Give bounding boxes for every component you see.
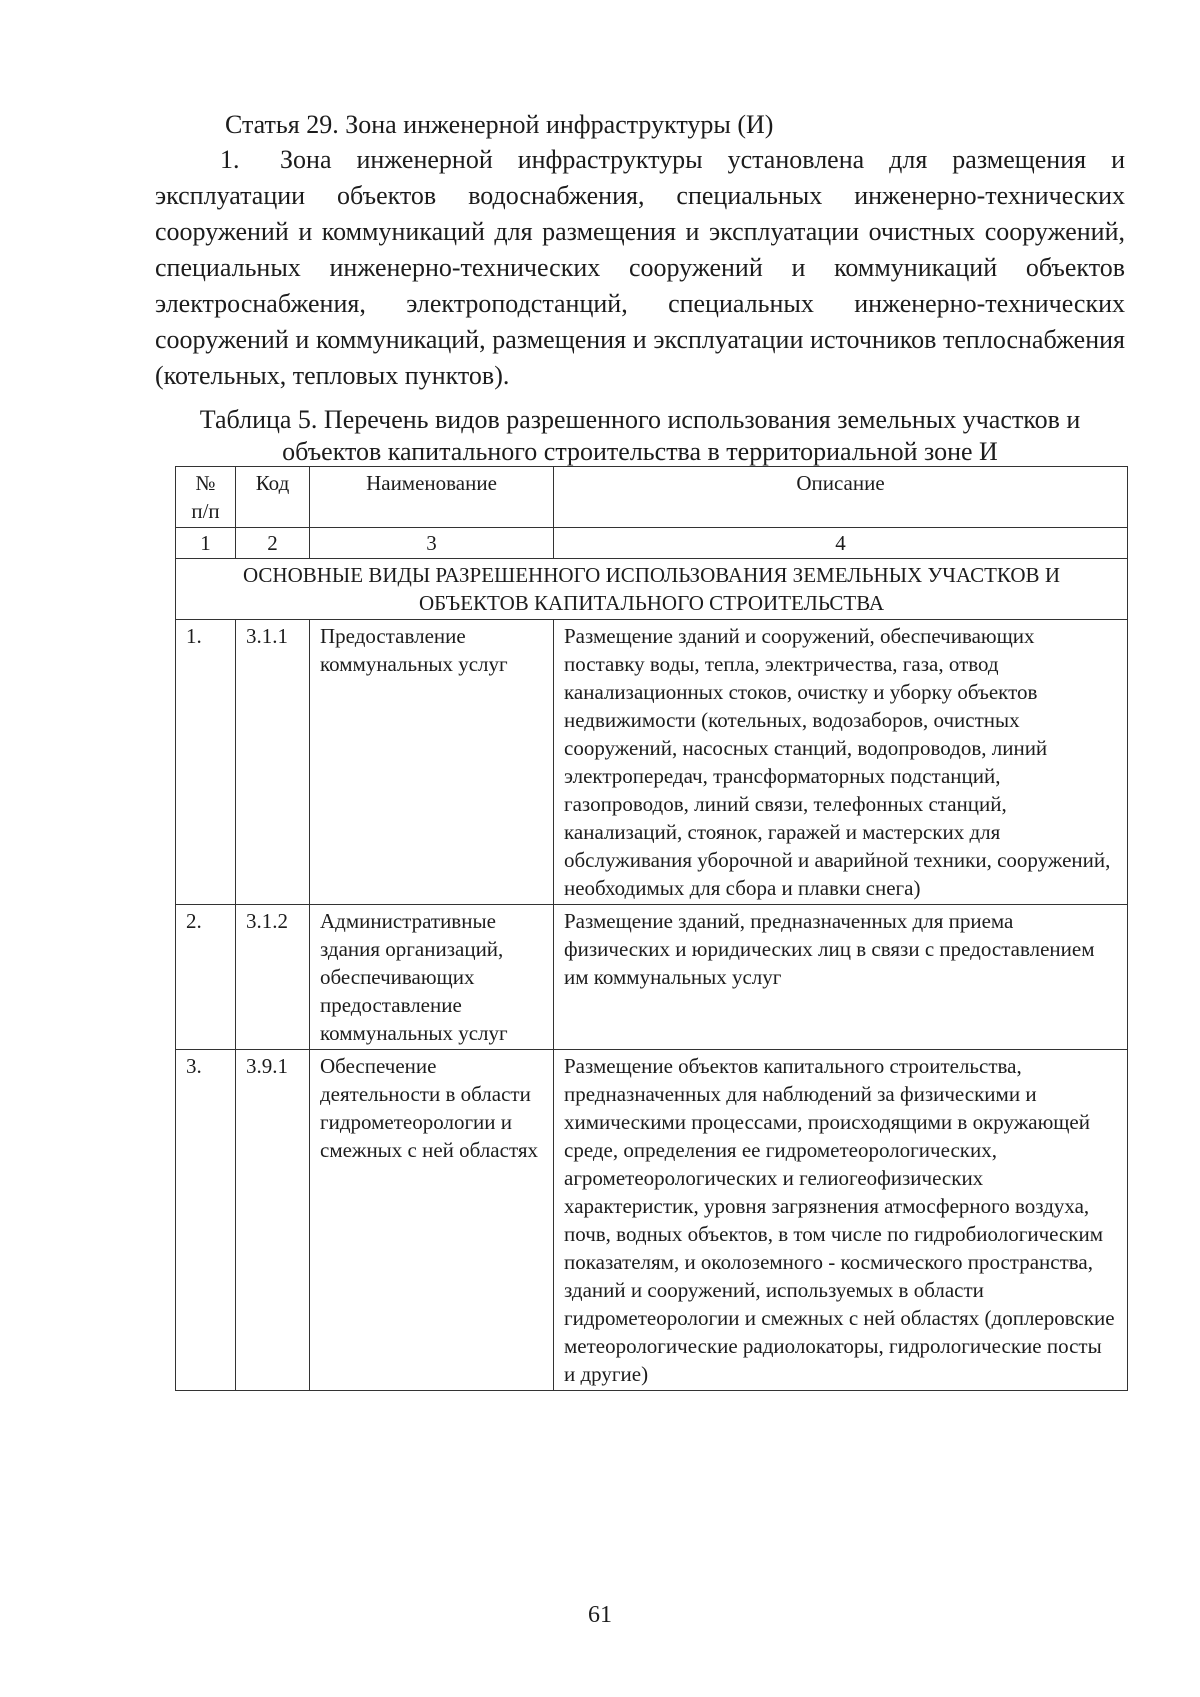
paragraph-number: 1. xyxy=(220,145,240,174)
permitted-use-table xyxy=(175,466,1128,1391)
row-name: Административные здания организаций, обеспечивающих предоставление коммунальных услуг xyxy=(310,905,554,1050)
row-number: 3. xyxy=(176,1050,236,1391)
row-code: 3.1.1 xyxy=(236,620,310,905)
table-row xyxy=(176,620,1128,905)
table-header-row xyxy=(176,467,1128,528)
column-index: 1 xyxy=(176,528,236,559)
table-row xyxy=(176,1050,1128,1391)
article-paragraph xyxy=(155,142,1125,394)
page-number: 61 xyxy=(588,1602,612,1628)
header-description: Описание xyxy=(554,467,1128,528)
row-description: Размещение зданий и сооружений, обеспечивающих поставку воды, тепла, электричества, газа, отвод канализационных стоков, очистку и уборку объектов недвижимости (котельных, водозаборов, очистных сооружений, насосных станций, водопроводов, линий электропередач, трансформаторных подстанций, газопроводов, линий связи, телефонных станций, канализаций, стоянок, гаражей и мастерских для обслуживания уборочной и аварийной техники, сооружений, необходимых для сбора и плавки снега) xyxy=(554,620,1128,905)
row-name: Обеспечение деятельности в области гидрометеорологии и смежных с ней областях xyxy=(310,1050,554,1391)
header-number: № п/п xyxy=(176,467,236,528)
article-title: Статья 29. Зона инженерной инфраструктуры (И) xyxy=(225,110,774,139)
column-index-row xyxy=(176,528,1128,559)
row-code: 3.1.2 xyxy=(236,905,310,1050)
row-number: 2. xyxy=(176,905,236,1050)
row-code: 3.9.1 xyxy=(236,1050,310,1391)
section-title: ОСНОВНЫЕ ВИДЫ РАЗРЕШЕННОГО ИСПОЛЬЗОВАНИЯ ЗЕМЕЛЬНЫХ УЧАСТКОВ И ОБЪЕКТОВ КАПИТАЛЬНОГО СТРОИТЕЛЬСТВА xyxy=(176,559,1128,620)
column-index: 3 xyxy=(310,528,554,559)
table-caption: Таблица 5. Перечень видов разрешенного использования земельных участков и объектов капитального строительства в территориальной зоне И xyxy=(199,405,1081,466)
header-name: Наименование xyxy=(310,467,554,528)
row-description: Размещение зданий, предназначенных для приема физических и юридических лиц в связи с предоставлением им коммунальных услуг xyxy=(554,905,1128,1050)
column-index: 4 xyxy=(554,528,1128,559)
header-code: Код xyxy=(236,467,310,528)
column-index: 2 xyxy=(236,528,310,559)
section-row xyxy=(176,559,1128,620)
paragraph-text: Зона инженерной инфраструктуры установлена для размещения и эксплуатации объектов водоснабжения, специальных инженерно-технических сооружений и коммуникаций для размещения и эксплуатации очистных сооружений, специальных инженерно-технических сооружений и коммуникаций объектов электроснабжения, электроподстанций, специальных инженерно-технических сооружений и коммуникаций, размещения и эксплуатации источников теплоснабжения (котельных, тепловых пунктов). xyxy=(155,145,1125,390)
row-number: 1. xyxy=(176,620,236,905)
row-name: Предоставление коммунальных услуг xyxy=(310,620,554,905)
row-description: Размещение объектов капитального строительства, предназначенных для наблюдений за физическими и химическими процессами, происходящими в окружающей среде, определения ее гидрометеорологических, агрометеорологических и гелиогеофизических характеристик, уровня загрязнения атмосферного воздуха, почв, водных объектов, в том числе по гидробиологическим показателям, и околоземного - космического пространства, зданий и сооружений, используемых в области гидрометеорологии и смежных с ней областях (доплеровские метеорологические радиолокаторы, гидрологические посты и другие) xyxy=(554,1050,1128,1391)
table-row xyxy=(176,905,1128,1050)
